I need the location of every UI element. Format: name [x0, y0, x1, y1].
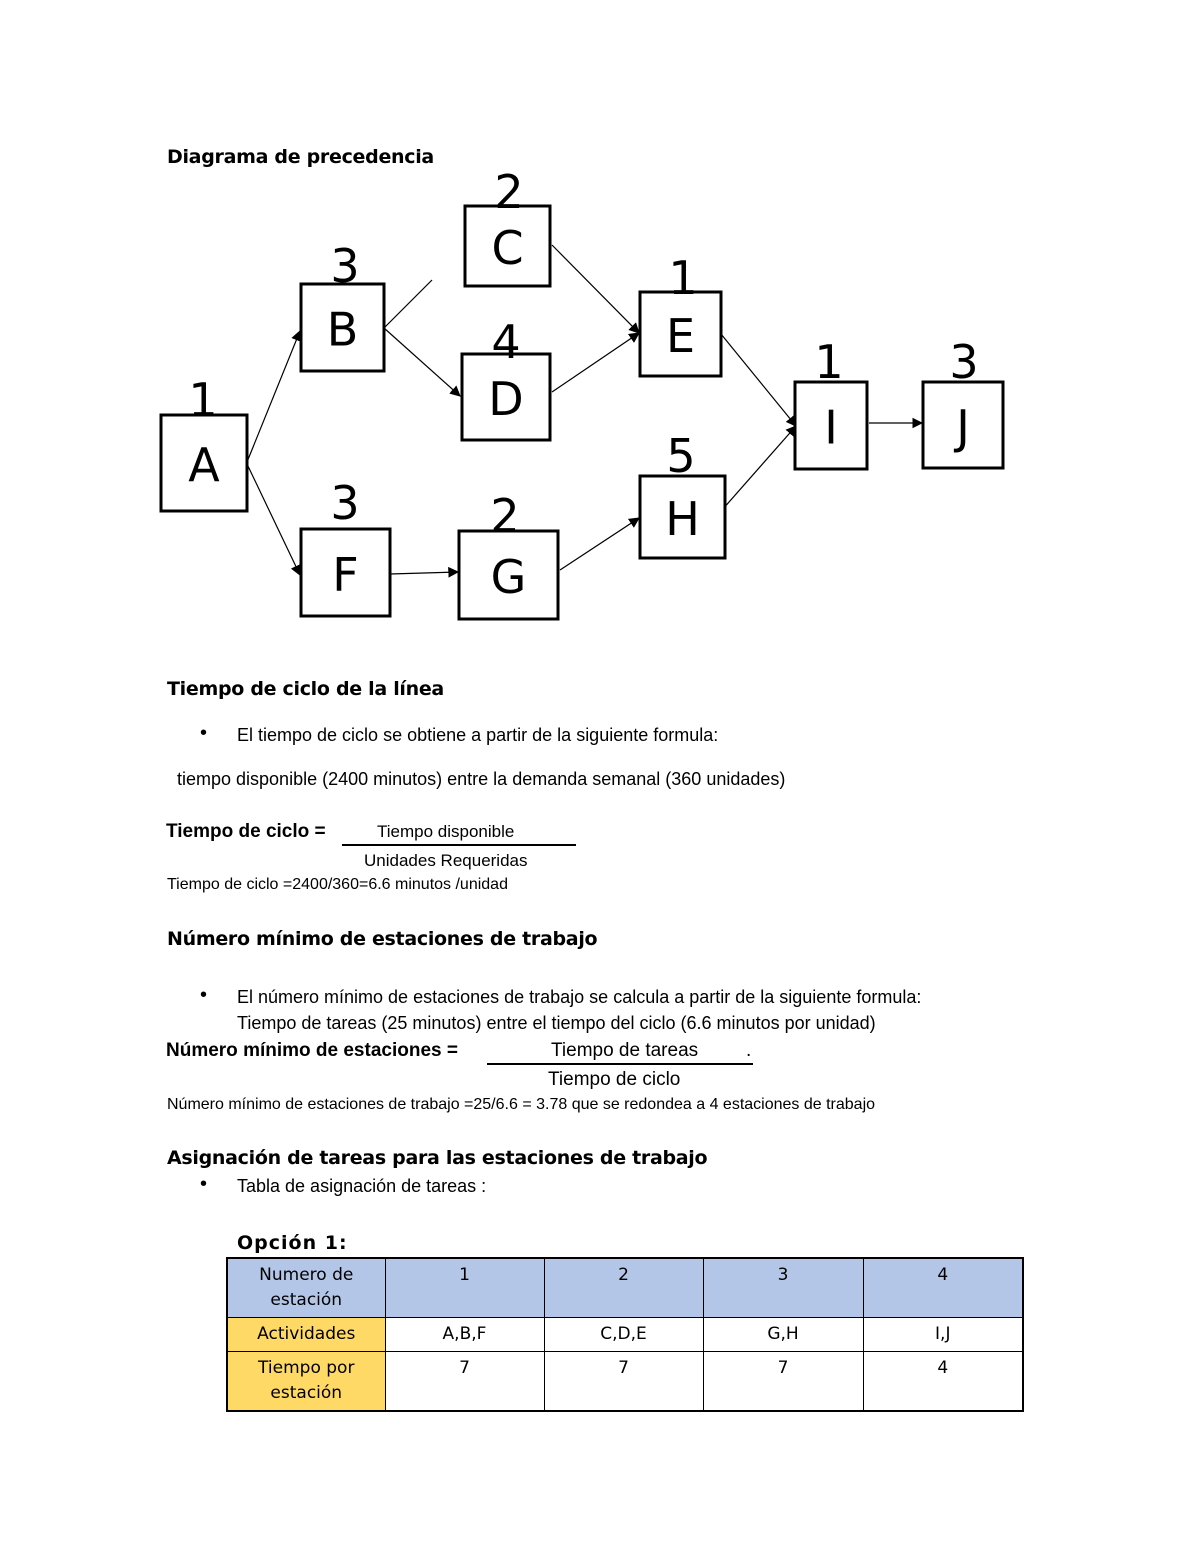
stations-numerator-period: . — [746, 1040, 752, 1061]
stations-numerator: Tiempo de tareas — [551, 1040, 699, 1061]
stations-formula-label: Número mínimo de estaciones = — [166, 1040, 458, 1061]
activities-label: Actividades — [227, 1318, 385, 1352]
node-label: C — [491, 221, 524, 275]
edge-a-b — [247, 331, 300, 462]
edge-d-e — [552, 333, 639, 392]
assignment-title: Asignación de tareas para las estaciones de trabajo — [167, 1147, 708, 1169]
node-j — [923, 335, 1003, 468]
cycle-title: Tiempo de ciclo de la línea — [167, 678, 444, 700]
node-label: H — [665, 492, 700, 546]
stations-title: Número mínimo de estaciones de trabajo — [167, 928, 598, 950]
node-duration: 3 — [330, 476, 360, 530]
table-header-label: Numero de estación — [227, 1258, 385, 1318]
diagram-title: Diagrama de precedencia — [167, 146, 434, 168]
node-duration: 5 — [666, 429, 696, 483]
table-cell: 7 — [385, 1352, 544, 1412]
edge-b-c — [384, 280, 432, 328]
node-h — [640, 429, 725, 558]
cycle-denominator: Unidades Requeridas — [364, 851, 528, 870]
stations-fraction-line — [487, 1063, 753, 1065]
edge-e-i — [721, 334, 796, 426]
node-label: G — [490, 550, 527, 604]
assignment-bullet-text: Tabla de asignación de tareas : — [237, 1176, 487, 1196]
stations-bullet-line1: El número mínimo de estaciones de trabajo se calcula a partir de la siguiente formula: — [237, 987, 922, 1007]
node-duration: 4 — [491, 315, 521, 369]
node-duration: 2 — [490, 489, 520, 543]
edge-c-e — [552, 245, 639, 333]
cycle-bullet-text: El tiempo de ciclo se obtiene a partir de la siguiente formula: — [237, 725, 719, 745]
node-duration: 2 — [494, 165, 524, 219]
table-cell: 4 — [863, 1352, 1023, 1412]
table-cell: 7 — [544, 1352, 703, 1412]
time-label: Tiempo por estación — [227, 1352, 385, 1412]
node-label: F — [332, 547, 359, 602]
table-cell: G,H — [703, 1318, 863, 1352]
table-cell: 1 — [385, 1258, 544, 1318]
node-label: B — [326, 302, 359, 357]
table-cell: A,B,F — [385, 1318, 544, 1352]
node-i — [795, 335, 867, 469]
table-cell: 7 — [703, 1352, 863, 1412]
bullet-icon: • — [200, 722, 208, 744]
option-title: Opción 1: — [237, 1232, 348, 1254]
node-b — [301, 239, 384, 371]
edge-b-d — [384, 328, 460, 396]
table-cell: 4 — [863, 1258, 1023, 1318]
table-cell: I,J — [863, 1318, 1023, 1352]
table-row — [227, 1318, 1023, 1352]
node-duration: 3 — [330, 239, 360, 293]
node-f — [301, 476, 390, 616]
node-a — [161, 373, 247, 511]
stations-result: Número mínimo de estaciones de trabajo =25/6.6 = 3.78 que se redondea a 4 estaciones de trabajo — [167, 1096, 876, 1113]
node-g — [459, 489, 558, 619]
cycle-formula-label: Tiempo de ciclo = — [166, 821, 326, 842]
cycle-numerator: Tiempo disponible — [377, 822, 515, 841]
table-cell: 3 — [703, 1258, 863, 1318]
cycle-result: Tiempo de ciclo =2400/360=6.6 minutos /unidad — [167, 876, 508, 893]
table-header-row — [227, 1258, 1023, 1318]
cycle-fraction-line — [342, 844, 576, 846]
edge-a-f — [247, 464, 300, 575]
table-row — [227, 1352, 1023, 1412]
assignment-table — [226, 1257, 1024, 1412]
node-label: I — [824, 400, 838, 455]
stations-bullet-line2: Tiempo de tareas (25 minutos) entre el tiempo del ciclo (6.6 minutos por unidad) — [237, 1013, 876, 1033]
bullet-icon: • — [200, 984, 208, 1006]
node-duration: 1 — [188, 373, 218, 427]
node-duration: 1 — [668, 251, 698, 305]
edge-g-h — [560, 518, 639, 570]
edge-f-g — [390, 572, 458, 574]
node-duration: 3 — [949, 335, 979, 389]
cycle-description: tiempo disponible (2400 minutos) entre la demanda semanal (360 unidades) — [177, 769, 786, 789]
precedence-diagram — [0, 0, 1200, 640]
node-duration: 1 — [814, 335, 844, 389]
node-d — [462, 315, 550, 440]
table-cell: C,D,E — [544, 1318, 703, 1352]
table-cell: 2 — [544, 1258, 703, 1318]
node-label: J — [956, 400, 970, 454]
node-e — [640, 251, 721, 376]
node-c — [465, 165, 550, 286]
bullet-icon: • — [200, 1173, 208, 1195]
node-label: A — [188, 438, 220, 492]
node-label: E — [665, 309, 696, 363]
edge-h-i — [722, 426, 796, 510]
node-label: D — [488, 372, 524, 426]
stations-denominator: Tiempo de ciclo — [548, 1069, 681, 1090]
